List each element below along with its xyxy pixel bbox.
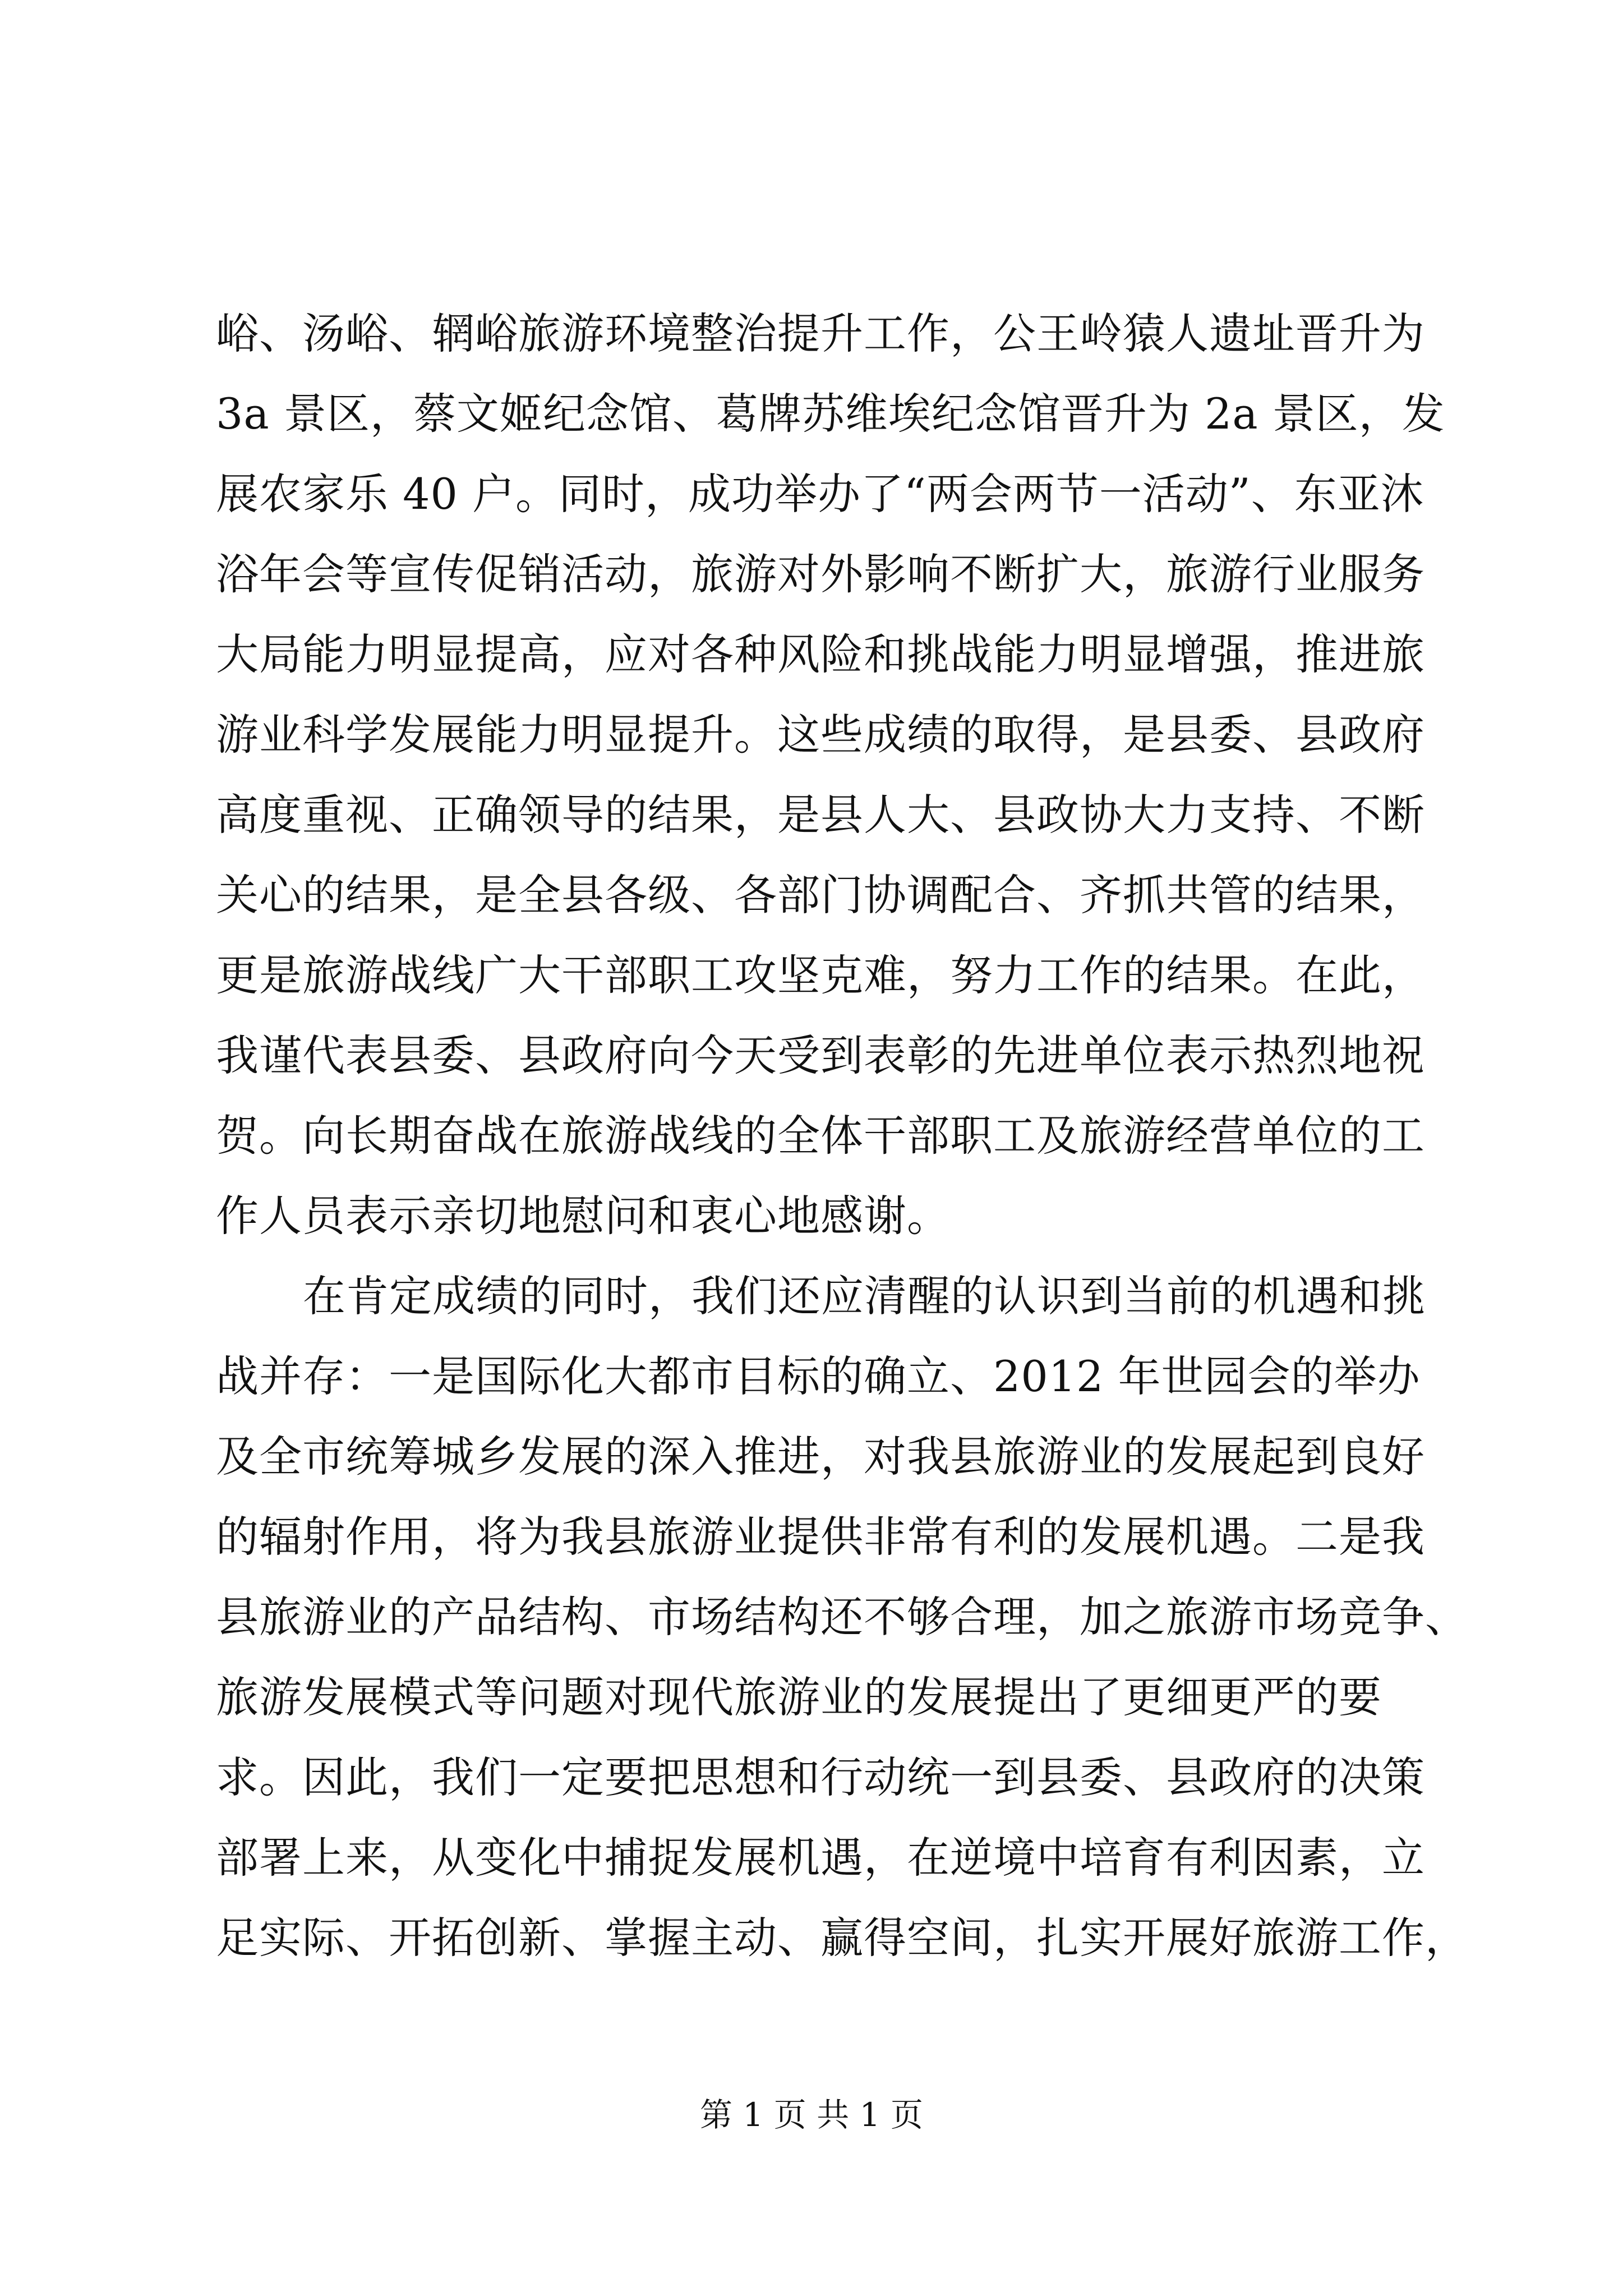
text-line: 贺。向长期奋战在旅游战线的全体干部职工及旅游经营单位的工 [216,1111,1425,1161]
text-line: 及全市统筹城乡发展的深入推进，对我县旅游业的发展起到良好 [216,1432,1425,1481]
text-line: 旅游发展模式等问题对现代旅游业的发展提出了更细更严的要 [216,1672,1382,1722]
text-line: 浴年会等宣传促销活动，旅游对外影响不断扩大，旅游行业服务 [216,549,1425,599]
text-line: 关心的结果，是全县各级、各部门协调配合、齐抓共管的结果， [216,870,1425,920]
paragraph-first-line: 在肯定成绩的同时，我们还应清醒的认识到当前的机遇和挑 [303,1271,1426,1321]
text-line: 3a 景区，蔡文姬纪念馆、葛牌苏维埃纪念馆晋升为 2a 景区，发 [216,389,1445,439]
text-line: 展农家乐 40 户。同时，成功举办了“两会两节一活动”、东亚沐 [216,469,1424,519]
text-line: 的辐射作用，将为我县旅游业提供非常有利的发展机遇。二是我 [216,1512,1425,1562]
text-line: 游业科学发展能力明显提升。这些成绩的取得，是县委、县政府 [216,710,1425,760]
text-line: 作人员表示亲切地慰问和衷心地感谢。 [216,1191,950,1241]
text-line: 高度重视、正确领导的结果，是县人大、县政协大力支持、不断 [216,790,1425,840]
text-line: 部署上来，从变化中捕捉发展机遇，在逆境中培育有利因素，立 [216,1833,1425,1883]
text-line: 战并存：一是国际化大都市目标的确立、2012 年世园会的举办 [216,1351,1421,1401]
text-line: 求。因此，我们一定要把思想和行动统一到县委、县政府的决策 [216,1752,1425,1802]
text-line: 足实际、开拓创新、掌握主动、赢得空间，扎实开展好旅游工作， [216,1913,1468,1963]
text-line: 大局能力明显提高，应对各种风险和挑战能力明显增强，推进旅 [216,629,1425,679]
text-line: 峪、汤峪、辋峪旅游环境整治提升工作，公王岭猿人遗址晋升为 [216,309,1425,358]
text-line: 更是旅游战线广大干部职工攻坚克难，努力工作的结果。在此， [216,950,1425,1000]
text-line: 县旅游业的产品结构、市场结构还不够合理，加之旅游市场竞争、 [216,1592,1468,1642]
page-footer: 第 1 页 共 1 页 [700,2096,923,2134]
text-line: 我谨代表县委、县政府向今天受到表彰的先进单位表示热烈地祝 [216,1030,1425,1080]
